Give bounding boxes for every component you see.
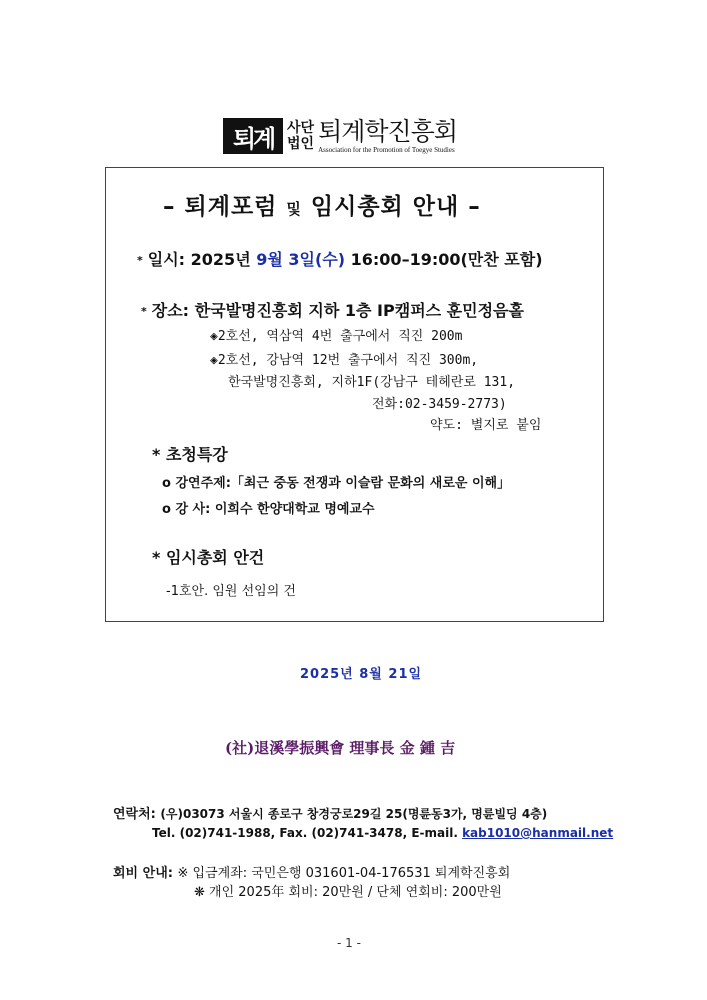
signature-line: (社)退溪學振興會 理事長 金 鍾 吉 <box>225 739 456 757</box>
direction-line: 한국발명진흥회, 지하1F(강남구 테헤란로 131, <box>228 375 516 390</box>
lecture-speaker: o 강 사: 이희수 한양대학교 명예교수 <box>162 502 375 517</box>
logo-small-text <box>287 120 314 152</box>
title-part-1: – 퇴계포럼 <box>163 194 287 220</box>
fee-account <box>113 862 510 881</box>
section-lecture: * 초청특강 <box>152 445 228 464</box>
direction-line: ◈2호선, 역삼역 4번 출구에서 직진 200m <box>210 329 463 344</box>
address-text: (우)03073 서울시 종로구 창경궁로29길 25(명륜동3가, 명륜빌딩 4층) <box>160 807 548 821</box>
tel-fax-text: Tel. (02)741-1988, Fax. (02)741-3478, E-mail. <box>152 826 463 840</box>
title-conjunction: 및 <box>286 200 302 218</box>
fee-label: 회비 안내: <box>113 866 178 881</box>
direction-line: ◈2호선, 강남역 12번 출구에서 직진 300m, <box>210 353 479 368</box>
bullet-icon: * <box>141 305 147 318</box>
direction-line: 전화:02-3459-2773) <box>372 397 507 412</box>
logo-small-top: 사단 <box>287 120 315 136</box>
org-english-name: Association for the Promotion of Toegye Studies <box>318 146 455 154</box>
section-meeting: * 임시총회 안건 <box>152 548 265 567</box>
fee-dues <box>194 881 502 900</box>
page-number: - 1 - <box>337 936 361 950</box>
event-place <box>141 298 524 321</box>
place-label: 장소: <box>151 301 195 320</box>
bullet-icon: * <box>137 254 143 267</box>
dues-text: 개인 2025年 회비: 20만원 / 단체 연회비: 200만원 <box>204 885 502 900</box>
date-year: 2025년 <box>190 250 257 269</box>
notice-title <box>163 188 481 221</box>
date-highlight: 9월 3일(수) <box>256 250 346 269</box>
map-note: 약도: 별지로 붙임 <box>430 418 542 433</box>
email-link[interactable]: kab1010@hanmail.net <box>462 826 614 840</box>
contact-label: 연락처: <box>113 807 161 822</box>
org-logo <box>223 116 457 156</box>
lecture-topic: o 강연주제:「최근 중동 전쟁과 이슬람 문화의 새로운 이해」 <box>162 476 511 491</box>
contact-phone <box>152 826 613 840</box>
meeting-agenda-item: -1호안. 임원 선임의 건 <box>166 584 296 599</box>
document-date: 2025년 8월 21일 <box>300 667 423 682</box>
date-label: 일시: <box>147 250 191 269</box>
logo-name-block <box>318 118 457 154</box>
logo-small-bottom: 법인 <box>287 136 315 152</box>
asterisk-icon: ❋ <box>194 885 205 900</box>
org-name: 퇴계학진흥회 <box>318 117 457 146</box>
title-part-2: 임시총회 안내 – <box>301 194 481 220</box>
date-time: 16:00–19:00(만찬 포함) <box>345 250 543 269</box>
contact-address <box>113 803 547 822</box>
logo-mark: 퇴계 <box>223 118 283 154</box>
event-date <box>137 247 543 270</box>
place-value: 한국발명진흥회 지하 1층 IP캠퍼스 훈민정음홀 <box>194 301 524 320</box>
account-text: ※ 입금계좌: 국민은행 031601-04-176531 퇴계학진흥회 <box>177 866 511 881</box>
